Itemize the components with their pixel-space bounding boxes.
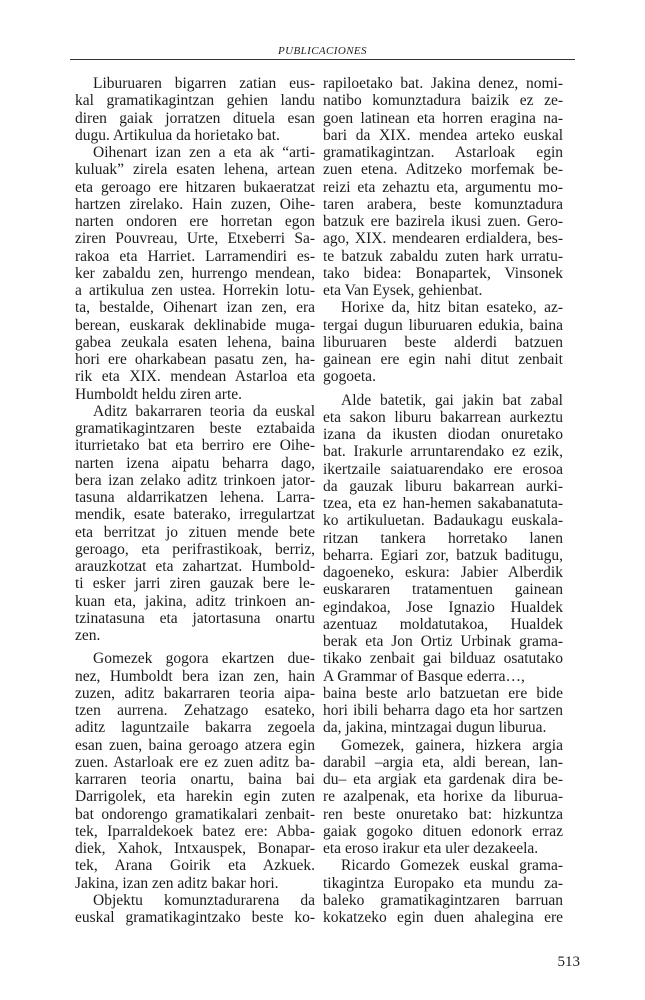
text-line: iturrietako bat eta berriro ere Oihe- — [75, 437, 315, 455]
text-line: izana da ikusten diodan onuretako — [323, 426, 563, 443]
text-line: gramatikagintzaren beste eztabaida — [75, 420, 315, 437]
text-line: narten izena aipatu beharra dago, — [75, 454, 315, 472]
text-line: Aditz bakarraren teoria da euskal — [93, 402, 315, 420]
text-line: hori ere oharkabean pasatu zen, ha- — [75, 351, 315, 368]
text-line: tek, Arana Goirik eta Azkuek. — [75, 857, 315, 875]
text-line: goen latinean eta horren eragina na- — [323, 109, 563, 127]
text-line: narten ondoren ere horretan egon — [75, 213, 315, 230]
text-line: ikertzaile saiatuarendako ere erosoa — [323, 460, 563, 478]
text-line: rakoa eta Harriet. Larramendiri es- — [75, 247, 315, 265]
text-line: tikagintza Europako eta mundu za- — [323, 874, 563, 892]
text-line: tek, Iparraldekoek batez ere: Abba- — [75, 822, 315, 840]
text-line: ti esker jarri ziren gauzak bere le- — [75, 575, 315, 593]
text-line: Objektu komunztadurarena da — [93, 891, 315, 909]
text-line: Oihenart izan zen a eta ak “arti- — [93, 144, 315, 161]
text-line: A Grammar of Basque ederra…, — [323, 667, 525, 685]
text-line: ta, bestalde, Oihenart izan zen, era — [75, 299, 315, 317]
left-column — [75, 75, 315, 926]
page-number: 513 — [557, 954, 580, 970]
text-line: zuen. Astarloak ere ez zuen aditz ba- — [75, 753, 315, 771]
text-line: karraren teoria onartu, baina bai — [75, 771, 315, 788]
text-line: ker zabaldu zen, hurrengo mendean, — [75, 264, 315, 282]
text-line: geroago, eta perifrastikoak, berriz, — [75, 540, 315, 558]
text-line: Gomezek gogora ekartzen due- — [93, 650, 315, 668]
text-line: Humboldt heldu ziren arte. — [75, 385, 243, 403]
text-line: liburuaren beste alderdi batzuen — [323, 333, 563, 351]
text-line: ritzan tankera horretako lanen — [323, 529, 563, 547]
text-line: taren arabera, beste komunztadura — [323, 195, 563, 213]
text-line: arauzkotzat eta zahartzat. Humbold- — [75, 558, 315, 575]
text-line: bera izan zelako aditz trinkoen jator- — [75, 471, 315, 489]
text-line: aditz laguntzaile bakarra zegoela — [75, 719, 315, 737]
text-line: tzen aurrena. Zehatzago esateko, — [75, 702, 315, 719]
text-line: ago, XIX. mendearen erdialdera, bes- — [323, 230, 563, 248]
text-line: ko artikuluetan. Badaukagu euskala- — [323, 512, 563, 530]
text-line: tasuna aldarrikatzen lehena. Larra- — [75, 489, 315, 506]
text-line: berean, euskarak deklinabide muga- — [75, 316, 315, 334]
text-line: kuan eta, jakina, aditz trinkoen an- — [75, 592, 315, 610]
text-line: euskararen tratamentuen gainean — [323, 581, 563, 599]
text-line: beharra. Egiari zor, batzuk baditugu, — [323, 546, 563, 564]
text-line: dugu. Artikulua da horietako bat. — [75, 126, 280, 144]
text-line: a artikulua zen ustea. Horrekin lotu- — [75, 282, 315, 299]
text-line: batzuk ere bazirela ikusi zuen. Gero- — [323, 213, 563, 230]
text-line: eta berritzat jo zituen mende bete — [75, 523, 315, 541]
text-line: bat. Irakurle arruntarendako ez ezik, — [323, 443, 563, 461]
text-line: egindakoa, Jose Ignazio Hualdek — [323, 598, 563, 616]
text-line: mendik, esate baterako, irregulartzat — [75, 506, 315, 524]
text-line: Jakina, izan zen aditz bakar hori. — [75, 874, 279, 892]
text-line: nez, Humboldt bera izan zen, hain — [75, 667, 315, 685]
text-line: kokatzeko egin duen ahalegina ere — [323, 909, 563, 926]
text-line: tikako zenbait gai bilduaz osatutako — [323, 650, 563, 668]
right-column — [323, 75, 563, 926]
text-line: darabil –argia eta, aldi berean, lan- — [323, 753, 563, 771]
text-line: bat ondorengo gramatikalari zenbait- — [75, 805, 315, 823]
text-line: Ricardo Gomezek euskal grama- — [341, 857, 563, 875]
text-line: natibo komunztadura baizik ez ze- — [323, 92, 563, 110]
text-line: azentuaz moldatutakoa, Hualdek — [323, 615, 563, 633]
running-header: PUBLICACIONES — [278, 45, 367, 57]
text-line: Horixe da, hitz bitan esateko, az- — [341, 299, 563, 317]
text-line: gramatikagintzan. Astarloak egin — [323, 144, 563, 161]
text-line: du– eta argiak eta gardenak dira be- — [323, 771, 563, 788]
text-line: esan zuen, baina geroago atzera egin — [75, 736, 315, 754]
text-line: zen. — [75, 627, 101, 644]
text-line: Liburuaren bigarren zatian eus- — [93, 75, 315, 92]
text-line: baina beste arlo batzuetan ere bide — [323, 684, 563, 702]
text-line: hartzen zirelako. Hain zuzen, Oihe- — [75, 195, 315, 213]
text-line: ziren Pouvreau, Urte, Etxeberri Sa- — [75, 230, 315, 248]
text-line: eta sakon liburu bakarrean aurkeztu — [323, 408, 563, 426]
text-line: rik eta XIX. mendean Astarloa eta — [75, 368, 315, 386]
text-line: eta geroago ere hitzaren bukaeratzat — [75, 178, 315, 196]
text-line: eta eroso irakur eta uler dezakeela. — [323, 840, 539, 857]
text-line: bari da XIX. mendea arteko euskal — [323, 126, 563, 144]
text-line: gabea zeukala esaten lehena, baina — [75, 333, 315, 351]
text-line: Gomezek, gainera, hizkera argia — [341, 736, 563, 754]
text-line: re azalpenak, eta horixe da liburua- — [323, 788, 563, 806]
text-line: zuzen, aditz bakarraren teoria aipa- — [75, 684, 315, 702]
text-line: berak eta Jon Ortiz Urbinak grama- — [323, 633, 563, 650]
text-line: zuen etena. Aditzeko morfemak be- — [323, 161, 563, 179]
text-line: hori ibili beharra dago eta hor sartzen — [323, 702, 563, 719]
text-line: ren beste onuretako bat: hizkuntza — [323, 805, 563, 823]
text-line: baleko gramatikagintzaren barruan — [323, 891, 563, 909]
text-line: da, jakina, mintzagai dugun liburua. — [323, 719, 547, 737]
text-line: kuluak” zirela esaten lehena, artean — [75, 161, 315, 179]
text-line: tergai dugun liburuaren edukia, baina — [323, 316, 563, 334]
text-line: Alde batetik, gai jakin bat zabal — [341, 391, 563, 409]
text-line: tako bidea: Bonapartek, Vinsonek — [323, 264, 563, 282]
text-line: tzinatasuna eta jatortasuna onartu — [75, 609, 315, 627]
text-line: rapiloetako bat. Jakina denez, nomi- — [323, 75, 563, 92]
text-line: gogoeta. — [323, 368, 376, 386]
text-line: kal gramatikagintzan gehien landu — [75, 92, 315, 110]
text-line: gaiak gogoko dituen edonork erraz — [323, 822, 563, 840]
text-line: dagoeneko, eskura: Jabier Alberdik — [323, 564, 563, 581]
text-line: tzea, eta ez han-hemen sakabanatuta- — [323, 495, 563, 512]
text-line: eta Van Eysek, gehienbat. — [323, 282, 483, 299]
text-line: diek, Xahok, Intxauspek, Bonapar- — [75, 840, 315, 857]
text-line: reizi eta zehaztu eta, argumentu mo- — [323, 178, 563, 196]
text-line: gainean ere egin nahi ditut zenbait — [323, 351, 563, 368]
header-rule — [70, 59, 575, 60]
text-line: euskal gramatikagintzako beste ko- — [75, 909, 315, 926]
text-line: te batzuk zabaldu zuten hark urratu- — [323, 247, 563, 265]
text-line: diren gaiak jorratzen dituela esan — [75, 109, 315, 127]
text-line: da gauzak liburu bakarrean aurki- — [323, 477, 563, 495]
text-line: Darrigolek, eta harekin egin zuten — [75, 788, 315, 806]
